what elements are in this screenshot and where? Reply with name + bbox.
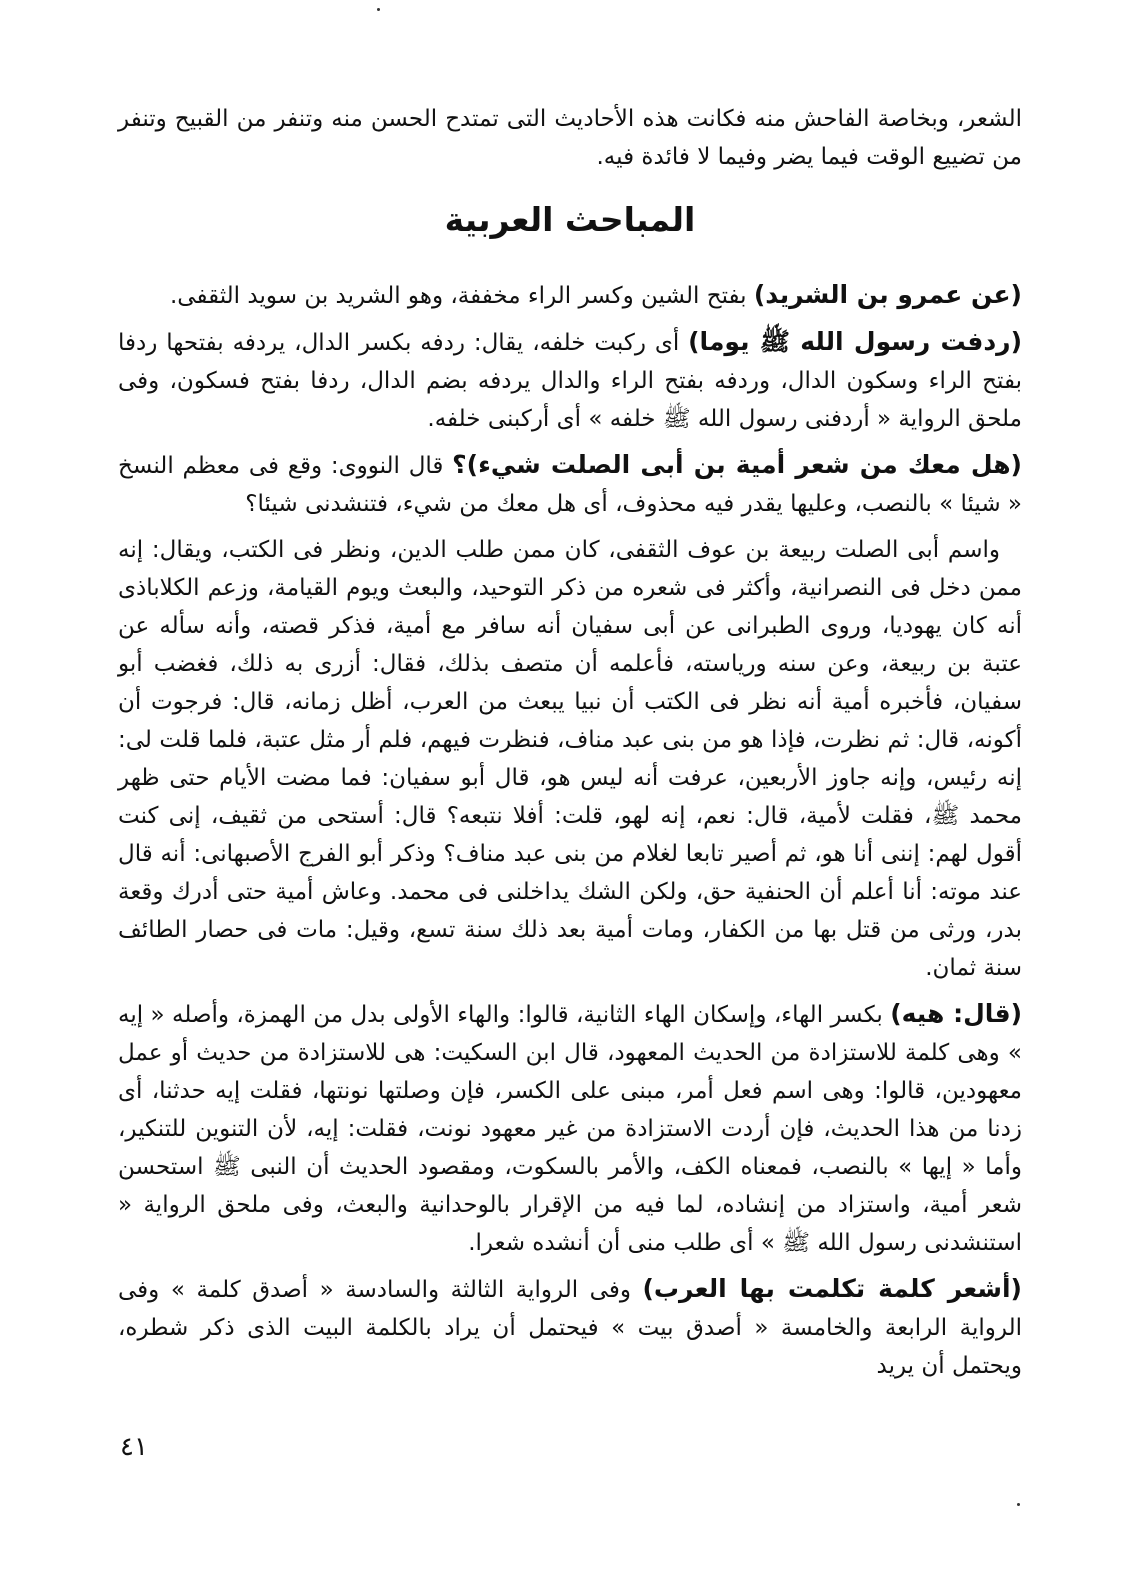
- page-number: ٤١: [120, 1432, 148, 1462]
- paragraph-1-text: بفتح الشين وكسر الراء مخففة، وهو الشريد بن سويد الثقفى.: [169, 283, 754, 309]
- section-heading: المباحث العربية: [444, 200, 696, 239]
- paragraph-3-lead: (هل معك من شعر أمية بن أبى الصلت شيء)؟: [452, 450, 1022, 479]
- scan-speck-bottom: [1017, 1503, 1020, 1506]
- paragraph-1-lead: (عن عمرو بن الشريد): [753, 280, 1022, 309]
- paragraph-1: [118, 276, 1022, 315]
- document-page: [118, 100, 1022, 1393]
- intro-text: الشعر، وبخاصة الفاحش منه فكانت هذه الأحاديث التى تمتدح الحسن منه وتنفر من القبيح وتنفر من تضييع الوقت فيما يضر وفيما لا فائدة فيه.: [118, 106, 1022, 170]
- paragraph-2-text: أى ركبت خلفه، يقال: ردفه بكسر الدال، يردفه بفتحها ردفا بفتح الراء وسكون الدال، وردفه بفتح الراء والدال يردفه بضم الدال، ردفا بفتح فسكون، وفى ملحق الرواية « أردفنى رسول الله ﷺ خلفه » أى أركبنى خلفه.: [118, 330, 1022, 432]
- scan-speck-top: [377, 8, 380, 11]
- paragraph-4-text: واسم أبى الصلت ربيعة بن عوف الثقفى، كان ممن طلب الدين، ونظر فى الكتب، ويقال: إنه ممن دخل فى النصرانية، وأكثر فى شعره من ذكر التوحيد، والبعث ويوم القيامة، وزعم الكلاباذى أنه كان يهوديا، وروى الطبرانى عن أبى سفيان أنه سافر مع أمية، فذكر قصته، وأنه سأله عن عتبة بن ربيعة، وعن سنه ورياسته، فأعلمه أن متصف بذلك، فقال: أزرى به ذلك، فغضب أبو سفيان، فأخبره أمية أنه نظر فى الكتب أن نبيا يبعث من العرب، أظل زمانه، قال: فرجوت أن أكونه، قال: ثم نظرت، فإذا هو من بنى عبد مناف، فنظرت فيهم، فلم أر مثل عتبة، فلما قلت لى: إنه رئيس، وإنه جاوز الأربعين، عرفت أنه ليس هو، قال أبو سفيان: فما مضت الأيام حتى ظهر محمد ﷺ، فقلت لأمية، قال: نعم، إنه لهو، قلت: أفلا نتبعه؟ قال: أستحى من ثقيف، إنى كنت أقول لهم: إننى أنا هو، ثم أصير تابعا لغلام من بنى عبد مناف؟ وذكر أبو الفرج الأصبهانى: أنه قال عند موته: أنا أعلم أن الحنفية حق، ولكن الشك يداخلنى فى محمد. وعاش أمية حتى أدرك وقعة بدر، ورثى من قتل بها من الكفار، ومات أمية بعد ذلك سنة تسع، وقيل: مات فى حصار الطائف سنة ثمان.: [118, 537, 1022, 981]
- intro-paragraph: [118, 100, 1022, 176]
- paragraph-5-lead: (قال: هيه): [890, 999, 1022, 1028]
- paragraph-3-text: قال النووى: وقع فى معظم النسخ « شيئا » بالنصب، وعليها يقدر فيه محذوف، أى هل معك من شيء، فتنشدنى شيئا؟: [118, 453, 1022, 517]
- paragraph-4: [118, 531, 1022, 987]
- paragraph-5: [118, 995, 1022, 1262]
- paragraph-3: [118, 446, 1022, 523]
- paragraph-6-lead: (أشعر كلمة تكلمت بها العرب): [642, 1274, 1022, 1303]
- paragraph-6-text: وفى الرواية الثالثة والسادسة « أصدق كلمة » وفى الرواية الرابعة والخامسة « أصدق بيت » فيحتمل أن يراد بالكلمة البيت الذى ذكر شطره، ويحتمل أن يريد: [118, 1277, 1022, 1379]
- paragraph-2: [118, 323, 1022, 438]
- paragraph-6: [118, 1270, 1022, 1385]
- paragraph-2-lead: (ردفت رسول الله ﷺ يوما): [688, 327, 1022, 356]
- paragraph-5-text: بكسر الهاء، وإسكان الهاء الثانية، قالوا: والهاء الأولى بدل من الهمزة، وأصله « إيه » وهى كلمة للاستزادة من الحديث المعهود، قال ابن السكيت: هى للاستزادة من حديث أو عمل معهودين، قالوا: وهى اسم فعل أمر، مبنى على الكسر، فإن وصلتها نونتها، فقلت إيه حدثنا، أى زدنا من هذا الحديث، فإن أردت الاستزادة من غير معهود نونت، فقلت: إيه، لأن التنوين للتنكير، وأما « إيها » بالنصب، فمعناه الكف، والأمر بالسكوت، ومقصود الحديث أن النبى ﷺ استحسن شعر أمية، واستزاد من إنشاده، لما فيه من الإقرار بالوحدانية والبعث، وفى ملحق الرواية « استنشدنى رسول الله ﷺ » أى طلب منى أن أنشده شعرا.: [118, 1002, 1022, 1256]
